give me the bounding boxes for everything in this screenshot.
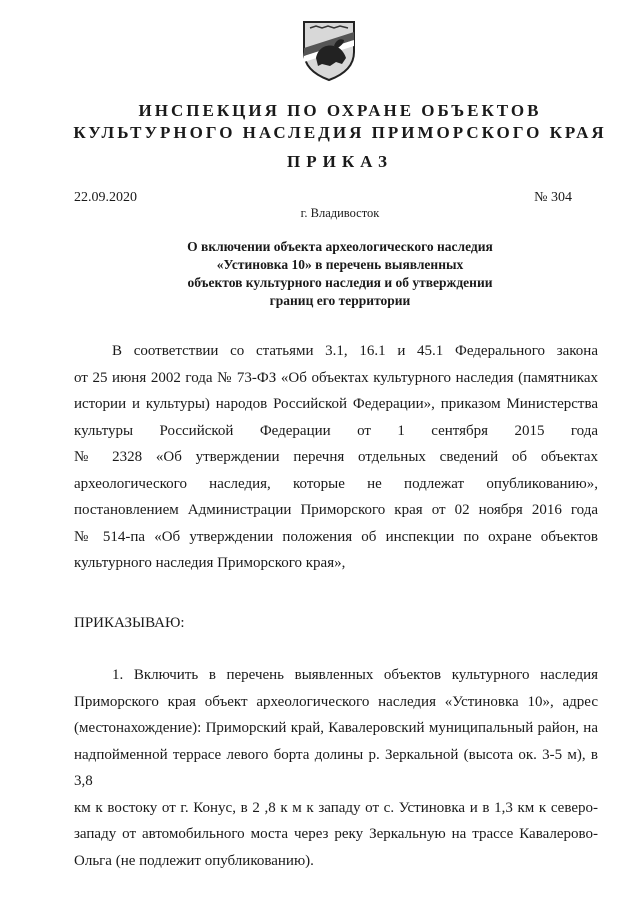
text-line: истории и культуры) народов Российской Федерации», приказом Министерства	[74, 396, 598, 412]
text-line: культурного наследия Приморского края»,	[74, 555, 346, 571]
document-number: № 304	[534, 190, 572, 205]
order-word: ПРИКАЗЫВАЮ:	[74, 615, 185, 631]
text-line: № 514-па «Об утверждении положения об инспекции по охране объектов	[74, 528, 598, 545]
text-line: Приморского края объект археологического наследия «Устиновка 10», адрес	[74, 693, 598, 710]
organization-name-line-2: КУЛЬТУРНОГО НАСЛЕДИЯ ПРИМОРСКОГО КРАЯ	[73, 123, 607, 142]
document-type: ПРИКАЗ	[287, 152, 393, 171]
title-line: границ его территории	[269, 293, 411, 308]
text-line: км к востоку от г. Конус, в 2 ,8 к м к западу от с. Устиновка и в 1,3 км к северо-	[74, 799, 598, 816]
item-1-paragraph	[74, 662, 598, 874]
text-line: № 2328 «Об утверждении перечня отдельных сведений об объектах	[74, 449, 598, 465]
title-line: О включении объекта археологического наследия	[187, 239, 493, 254]
organization-name-line-1: ИНСПЕКЦИЯ ПО ОХРАНЕ ОБЪЕКТОВ	[138, 101, 542, 120]
title-line: «Устиновка 10» в перечень выявленных	[216, 257, 464, 272]
text-line: (местонахождение): Приморский край, Кавалеровский муниципальный район, на	[74, 720, 598, 736]
document-title	[140, 238, 540, 310]
text-line: западу от автомобильного моста через реку Зеркальную на трассе Кавалерово-	[74, 826, 598, 842]
text-line: надпойменной террасе левого борта долины р. Зеркальной (высота ок. 3-5 м), в 3,8	[74, 746, 598, 789]
text-line: Ольга (не подлежит опубликованию).	[74, 852, 314, 869]
text-line: от 25 июня 2002 года № 73-ФЗ «Об объектах культурного наследия (памятниках	[74, 369, 598, 386]
text-line: постановлением Администрации Приморского края от 02 ноября 2016 года	[74, 502, 598, 518]
text-line: археологического наследия, которые не подлежат опубликованию»,	[74, 475, 598, 492]
text-line: культуры Российской Федерации от 1 сентября 2015 года	[74, 422, 598, 439]
preamble-paragraph	[74, 338, 598, 577]
title-line: объектов культурного наследия и об утверждении	[187, 275, 493, 290]
text-line: 1. Включить в перечень выявленных объектов культурного наследия	[112, 667, 598, 683]
document-date: 22.09.2020	[74, 190, 137, 205]
document-city: г. Владивосток	[300, 206, 380, 220]
text-line: В соответствии со статьями 3.1, 16.1 и 45.1 Федерального закона	[112, 343, 598, 359]
primorye-coat-of-arms-icon	[300, 18, 358, 82]
